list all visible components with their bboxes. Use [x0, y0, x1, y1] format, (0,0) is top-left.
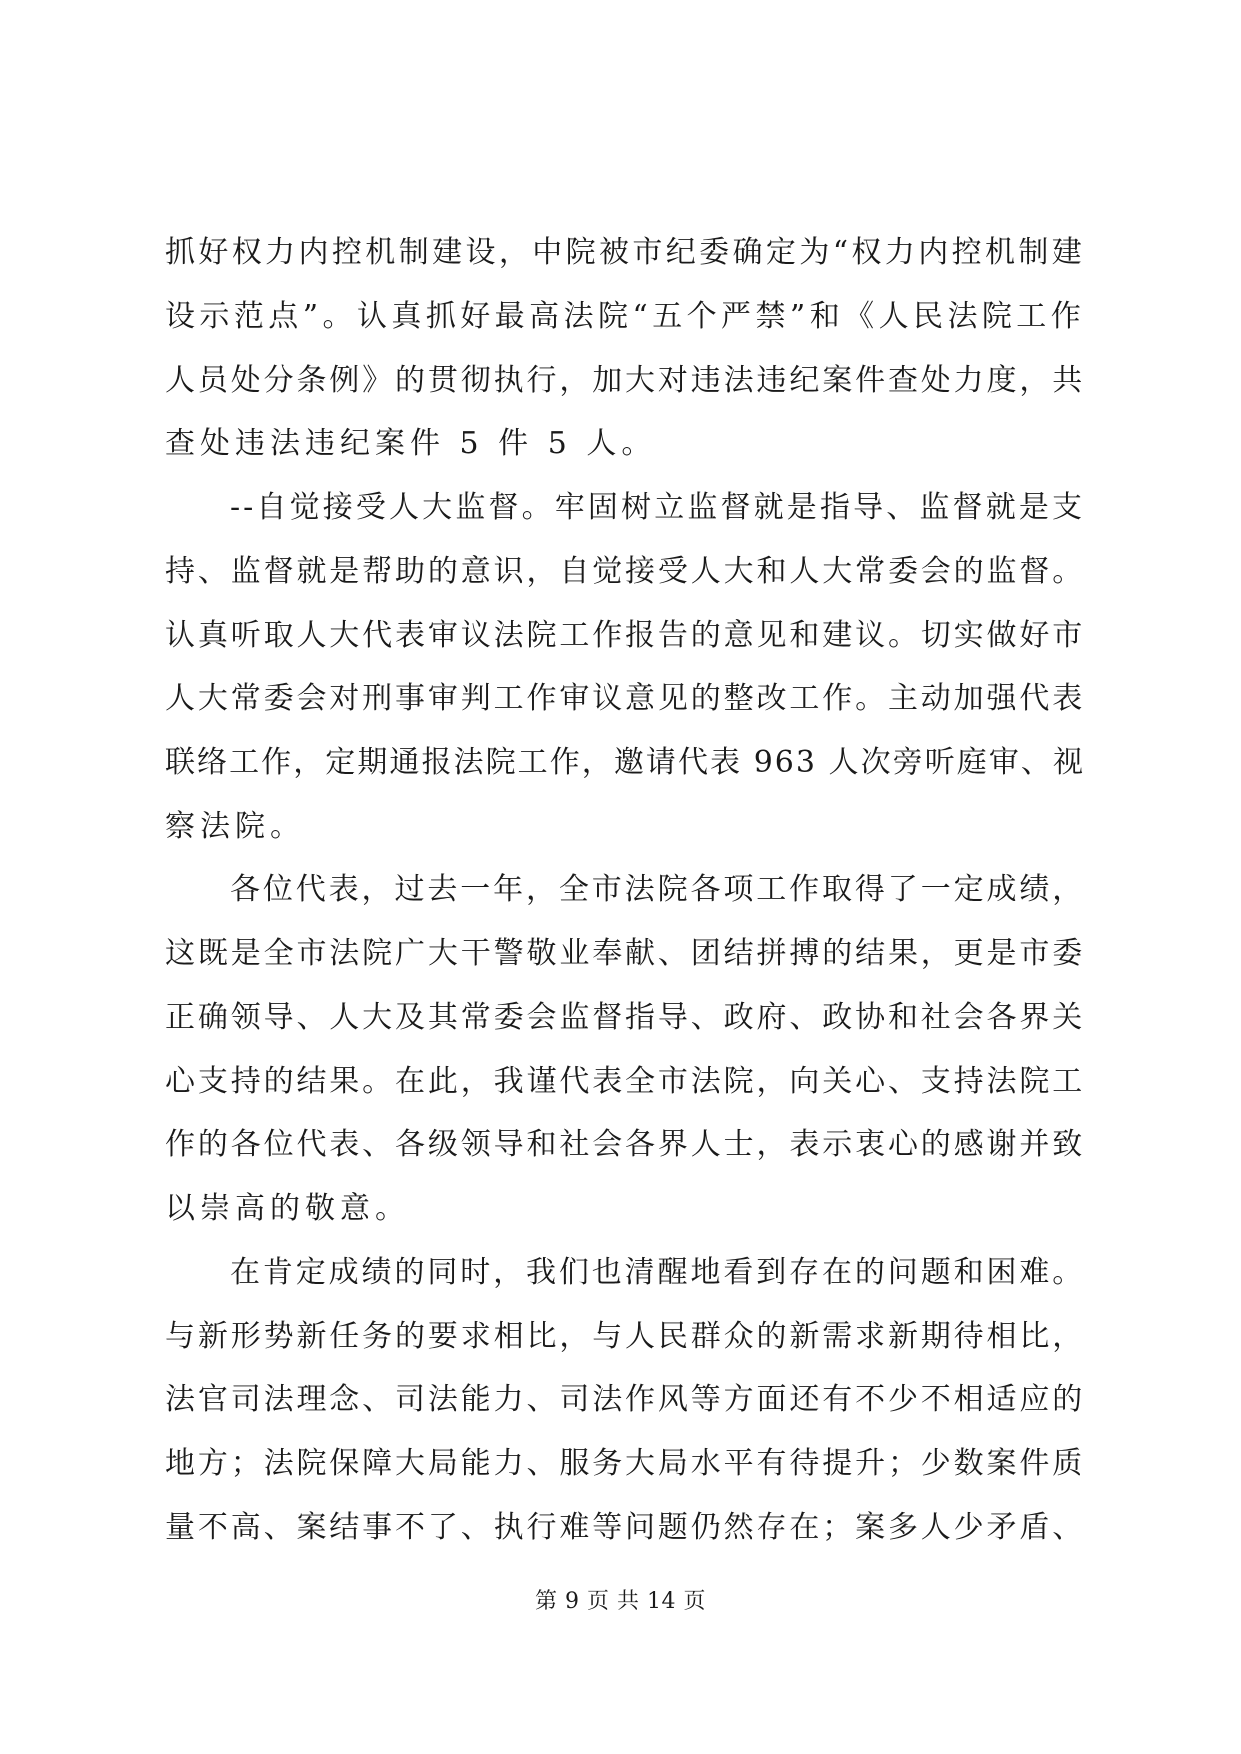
text-line: 与新形势新任务的要求相比，与人民群众的新需求新期待相比， [165, 1319, 1085, 1354]
text-line: 在肯定成绩的同时，我们也清醒地看到存在的问题和困难。 [230, 1255, 1085, 1290]
text-line: 持、监督就是帮助的意识，自觉接受人大和人大常委会的监督。 [165, 554, 1085, 589]
page-number-footer: 第 9 页 共 14 页 [535, 1589, 706, 1614]
text-line: 查处违法违纪案件 5 件 5 人。 [165, 426, 657, 461]
text-line: 察法院。 [165, 809, 305, 844]
text-line: 量不高、案结事不了、执行难等问题仍然存在；案多人少矛盾、 [165, 1510, 1085, 1545]
text-line: --自觉接受人大监督。牢固树立监督就是指导、监督就是支 [230, 490, 1085, 525]
text-line: 法官司法理念、司法能力、司法作风等方面还有不少不相适应的 [165, 1382, 1085, 1417]
text-line: 设示范点”。认真抓好最高法院“五个严禁”和《人民法院工作 [165, 299, 1085, 334]
text-line: 抓好权力内控机制建设，中院被市纪委确定为“权力内控机制建 [165, 235, 1085, 270]
text-line: 作的各位代表、各级领导和社会各界人士，表示衷心的感谢并致 [165, 1127, 1085, 1162]
text-line: 这既是全市法院广大干警敬业奉献、团结拼搏的结果，更是市委 [165, 936, 1085, 971]
text-line: 认真听取人大代表审议法院工作报告的意见和建议。切实做好市 [165, 618, 1085, 653]
text-line: 心支持的结果。在此，我谨代表全市法院，向关心、支持法院工 [165, 1064, 1085, 1099]
text-line: 以崇高的敬意。 [165, 1191, 410, 1226]
text-line: 联络工作，定期通报法院工作，邀请代表 963 人次旁听庭审、视 [165, 745, 1085, 780]
text-line: 人员处分条例》的贯彻执行，加大对违法违纪案件查处力度，共 [165, 363, 1085, 398]
text-line: 人大常委会对刑事审判工作审议意见的整改工作。主动加强代表 [165, 681, 1085, 716]
text-line: 地方；法院保障大局能力、服务大局水平有待提升；少数案件质 [165, 1446, 1085, 1481]
text-line: 正确领导、人大及其常委会监督指导、政府、政协和社会各界关 [165, 1000, 1085, 1035]
text-line: 各位代表，过去一年，全市法院各项工作取得了一定成绩， [230, 872, 1085, 907]
